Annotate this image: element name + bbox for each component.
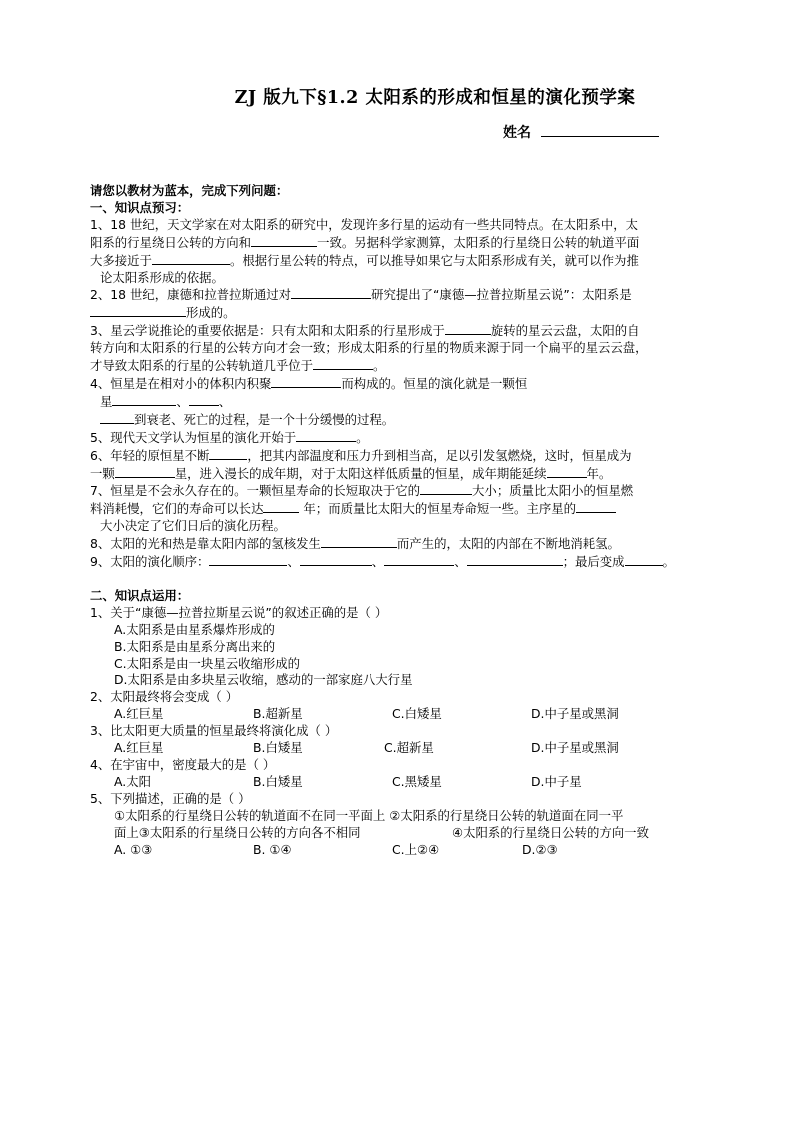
s2-q4-option-d[interactable]: D.中子星 (531, 774, 582, 790)
s1-q4-line3 (90, 411, 710, 429)
s2-q5-text-a: 面上③太阳系的行星绕日公转的方向各不相同 (114, 824, 361, 840)
s2-q1-stem: 1、关于“康德—拉普拉斯星云说”的叙述正确的是（ ） (90, 604, 388, 620)
s2-q3-option-c[interactable]: C.超新星 (384, 740, 434, 756)
s2-q3-options (90, 740, 710, 757)
fill-blank[interactable] (263, 500, 299, 513)
fill-blank[interactable] (100, 411, 134, 424)
s1-q9-sep: 、 (371, 554, 385, 570)
page-title (0, 84, 794, 109)
s1-q3-line1 (90, 322, 710, 340)
s1-q7-line2 (90, 500, 710, 518)
s2-q1-option-c[interactable]: C.太阳系是由一块星云收缩形成的 (114, 655, 301, 671)
s1-q6-line1 (90, 447, 710, 465)
s2-q4-option-c[interactable]: C.黑矮星 (392, 774, 442, 790)
s1-q3-text-d: 。 (373, 358, 386, 374)
s2-q5-options (90, 842, 710, 859)
fill-blank[interactable] (547, 465, 587, 478)
fill-blank[interactable] (321, 535, 397, 548)
fill-blank[interactable] (576, 500, 616, 513)
section2-heading: 二、知识点运用： (90, 587, 190, 603)
s1-q1-line1: 1、18 世纪，天文学家在对太阳系的研究中，发现许多行星的运动有一些共同特点。在太阳系中，太 (90, 216, 638, 232)
fill-blank[interactable] (445, 322, 491, 335)
s1-q9-text-c: 。 (662, 554, 675, 570)
fill-blank[interactable] (209, 447, 247, 460)
s1-q5-text-b: 。 (356, 429, 369, 445)
fill-blank[interactable] (420, 482, 472, 495)
s1-q9-text-a: 9、太阳的演化顺序： (90, 554, 210, 570)
s1-q8-line1 (90, 535, 710, 553)
s1-q4-text-e: 、 (218, 393, 232, 409)
s1-q7-line3: 大小决定了它们日后的演化历程。 (100, 518, 286, 534)
s2-q2-option-b[interactable]: B.超新星 (253, 706, 303, 722)
s1-q9-sep: 、 (287, 554, 300, 570)
s1-q7-text-a: 7、恒星是不会永久存在的。一颗恒星寿命的长短取决于它的 (90, 483, 421, 499)
fill-blank[interactable] (112, 393, 176, 406)
fill-blank[interactable] (467, 553, 563, 566)
name-field (503, 122, 659, 142)
s1-q1-line3 (90, 252, 710, 270)
s2-q1-option-a[interactable]: A.太阳系是由星系爆炸形成的 (114, 621, 275, 637)
fill-blank[interactable] (291, 286, 371, 299)
s1-q2-text-b: 研究提出了“康德—拉普拉斯星云说”：太阳系是 (371, 287, 632, 303)
name-label: 姓名 (503, 125, 531, 141)
fill-blank[interactable] (271, 375, 341, 388)
s1-q4-text-d: 、 (176, 393, 189, 409)
fill-blank[interactable] (296, 429, 356, 442)
s1-q9-text-b: ；最后变成 (562, 554, 625, 570)
s1-q7-text-c: 料消耗慢，它们的寿命可以长达 (90, 501, 264, 517)
fill-blank[interactable] (384, 553, 454, 566)
s1-q3-line3 (90, 357, 710, 375)
s2-q4-options (90, 774, 710, 791)
s1-q7-text-b: 大小；质量比太阳小的恒星燃 (472, 483, 634, 499)
s1-q1-line4: 论太阳系形成的依据。 (100, 269, 224, 285)
s1-q5-line1 (90, 429, 710, 447)
s1-q1-text-c: 大多接近于 (90, 252, 152, 268)
s1-q6-text-b: ，把其内部温度和压力升到相当高，足以引发氢燃烧，这时，恒星成为 (247, 447, 632, 463)
s2-q3-option-a[interactable]: A.红巨星 (114, 740, 164, 756)
worksheet-body (90, 183, 710, 859)
fill-blank[interactable] (152, 252, 230, 265)
name-blank[interactable] (541, 124, 659, 137)
s2-q3-stem: 3、比太阳更大质量的恒星最终将演化成（ ） (90, 723, 338, 739)
s2-q5-option-b[interactable]: B. ①④ (253, 841, 292, 857)
s2-q5-option-c[interactable]: C.上②④ (392, 841, 440, 857)
s1-q2-line1 (90, 286, 710, 304)
spacer (90, 571, 710, 588)
s1-q3-text-a: 3、星云学说推论的重要依据是：只有太阳和太阳系的行星形成于 (90, 323, 445, 339)
s1-q9-sep: 、 (454, 554, 467, 570)
s1-q2-text-a: 2、18 世纪，康德和拉普拉斯通过对 (90, 287, 292, 303)
s1-q4-line2 (90, 393, 710, 411)
s1-q4-line1 (90, 375, 710, 393)
s2-q5-line2 (90, 825, 710, 842)
page-title-text: ZJ 版九下§1.2 太阳系的形成和恒星的演化预学案 (234, 88, 636, 108)
fill-blank[interactable] (300, 553, 372, 566)
s2-q3-option-b[interactable]: B.白矮星 (253, 740, 303, 756)
s1-q8-text-a: 8、太阳的光和热是靠太阳内部的氢核发生 (90, 536, 321, 552)
s1-q2-text-c: 形成的。 (186, 305, 236, 321)
s1-q3-line2: 转方向和太阳系的行星的公转方向才会一致；形成太阳系的行星的物质来源于同一个扁平的星云云盘， (90, 340, 648, 356)
s2-q2-option-a[interactable]: A.红巨星 (114, 706, 164, 722)
fill-blank[interactable] (115, 465, 175, 478)
s1-q2-line2 (90, 304, 710, 322)
s2-q5-line1: ①太阳系的行星绕日公转的轨道面不在同一平面上 ②太阳系的行星绕日公转的轨道面在同一平 (114, 808, 624, 823)
s1-q4-text-b: 而构成的。恒星的演化就是一颗恒 (341, 375, 528, 391)
s1-q6-line2 (90, 465, 710, 483)
s2-q3-option-d[interactable]: D.中子星或黑洞 (531, 740, 619, 756)
fill-blank[interactable] (251, 234, 317, 247)
s2-q5-stem: 5、下列描述，正确的是（ ） (90, 791, 251, 807)
s2-q2-option-d[interactable]: D.中子星或黑洞 (531, 706, 619, 722)
fill-blank[interactable] (189, 393, 219, 406)
s1-q4-text-f: 到衰老、死亡的过程，是一个十分缓慢的过程。 (134, 411, 395, 427)
s1-q8-text-b: 而产生的，太阳的内部在不断地消耗氢。 (396, 536, 620, 552)
s1-q1-text-a: 阳系的行星绕日公转的方向和 (90, 234, 252, 250)
s2-q5-option-d[interactable]: D.②③ (522, 841, 558, 857)
s2-q4-option-a[interactable]: A.太阳 (114, 774, 151, 790)
s1-q1-text-b: 一致。另据科学家测算，太阳系的行星绕日公转的轨道平面 (317, 234, 640, 250)
s1-q6-text-a: 6、年轻的原恒星不断 (90, 447, 210, 463)
fill-blank[interactable] (625, 553, 663, 566)
s1-q7-line1 (90, 482, 710, 500)
s1-q7-text-d: 年；而质量比太阳大的恒星寿命短一些。主序星的 (299, 501, 577, 517)
s2-q5-text-b: ④太阳系的行星绕日公转的方向一致 (452, 824, 649, 840)
s2-q4-stem: 4、在宇宙中，密度最大的是（ ） (90, 757, 276, 773)
s1-q4-text-c: 星 (100, 393, 113, 409)
s2-q1-option-b[interactable]: B.太阳系是由星系分离出来的 (114, 638, 276, 654)
s1-q3-text-c: 才导致太阳系的行星的公转轨道几乎位于 (90, 358, 314, 374)
s2-q2-stem: 2、太阳最终将会变成（ ） (90, 689, 239, 705)
s1-q1-line2 (90, 234, 710, 252)
fill-blank[interactable] (313, 357, 373, 370)
s1-q9-line1 (90, 553, 710, 571)
s1-q6-text-e: 年。 (586, 465, 612, 481)
s1-q3-text-b: 旋转的星云云盘，太阳的自 (490, 323, 640, 339)
instructions: 请您以教材为蓝本，完成下列问题： (90, 183, 289, 198)
s2-q4-option-b[interactable]: B.白矮星 (253, 774, 303, 790)
fill-blank[interactable] (209, 553, 287, 566)
s1-q5-text-a: 5、现代天文学认为恒星的演化开始于 (90, 429, 297, 445)
s1-q6-text-c: 一颗 (90, 465, 115, 481)
s2-q2-option-c[interactable]: C.白矮星 (392, 706, 442, 722)
s2-q5-option-a[interactable]: A. ①③ (114, 841, 153, 857)
s1-q6-text-d: 星，进入漫长的成年期，对于太阳这样低质量的恒星，成年期能延续 (174, 465, 547, 481)
section1-heading: 一、知识点预习： (90, 199, 190, 215)
s2-q2-options (90, 706, 710, 723)
fill-blank[interactable] (90, 304, 186, 317)
s1-q4-text-a: 4、恒星是在相对小的体积内积聚 (90, 375, 272, 391)
s1-q1-text-d: 。根据行星公转的特点，可以推导如果它与太阳系形成有关，就可以作为推 (229, 252, 639, 268)
s2-q1-option-d[interactable]: D.太阳系是由多块星云收缩，感动的一部家庭八大行星 (114, 672, 413, 688)
